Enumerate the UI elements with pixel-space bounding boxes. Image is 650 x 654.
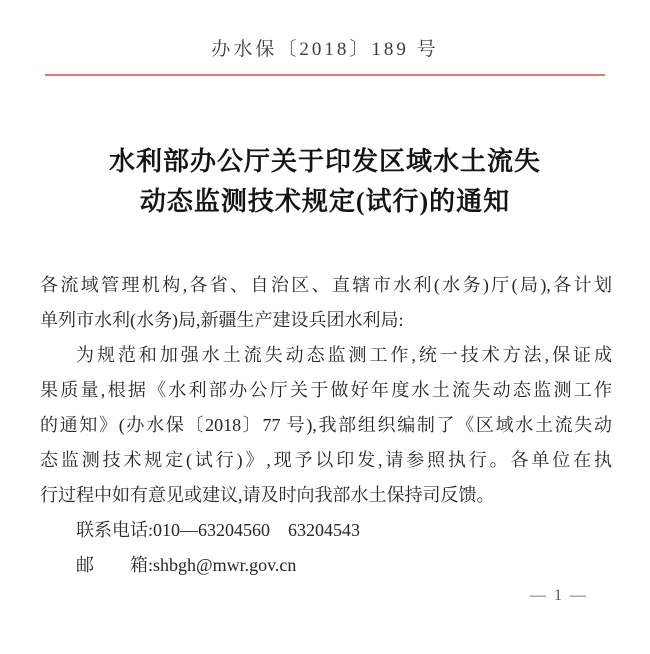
body-line: 各流域管理机构,各省、自治区、直辖市水利(水务)厅(局),各计划 <box>40 275 612 295</box>
body-line: 果质量,根据《水利部办公厅关于做好年度水土流失动态监测工作 <box>40 380 612 400</box>
body-line: 行过程中如有意见或建议,请及时向我部水土保持司反馈。 <box>40 485 495 505</box>
title-line-1: 水利部办公厅关于印发区域水土流失 <box>108 147 541 176</box>
document-number: 办水保〔2018〕189 号 <box>211 39 439 60</box>
body-line: 单列市水利(水务)局,新疆生产建设兵团水利局: <box>40 310 404 330</box>
contact-email-line: 邮 箱:shbgh@mwr.gov.cn <box>76 555 297 575</box>
contact-phone-line: 联系电话:010—63204560 63204543 <box>76 520 361 540</box>
page-number: — 1 — <box>530 587 588 604</box>
body-line: 为规范和加强水土流失动态监测工作,统一技术方法,保证成 <box>76 345 612 365</box>
body-line: 态监测技术规定(试行)》,现予以印发,请参照执行。各单位在执 <box>40 450 612 470</box>
title-line-2: 动态监测技术规定(试行)的通知 <box>139 187 511 216</box>
document-title <box>0 142 650 222</box>
document-body <box>40 268 612 583</box>
body-line: 的通知》(办水保〔2018〕77 号),我部组织编制了《区域水土流失动 <box>40 415 612 435</box>
red-divider-line <box>45 74 605 76</box>
